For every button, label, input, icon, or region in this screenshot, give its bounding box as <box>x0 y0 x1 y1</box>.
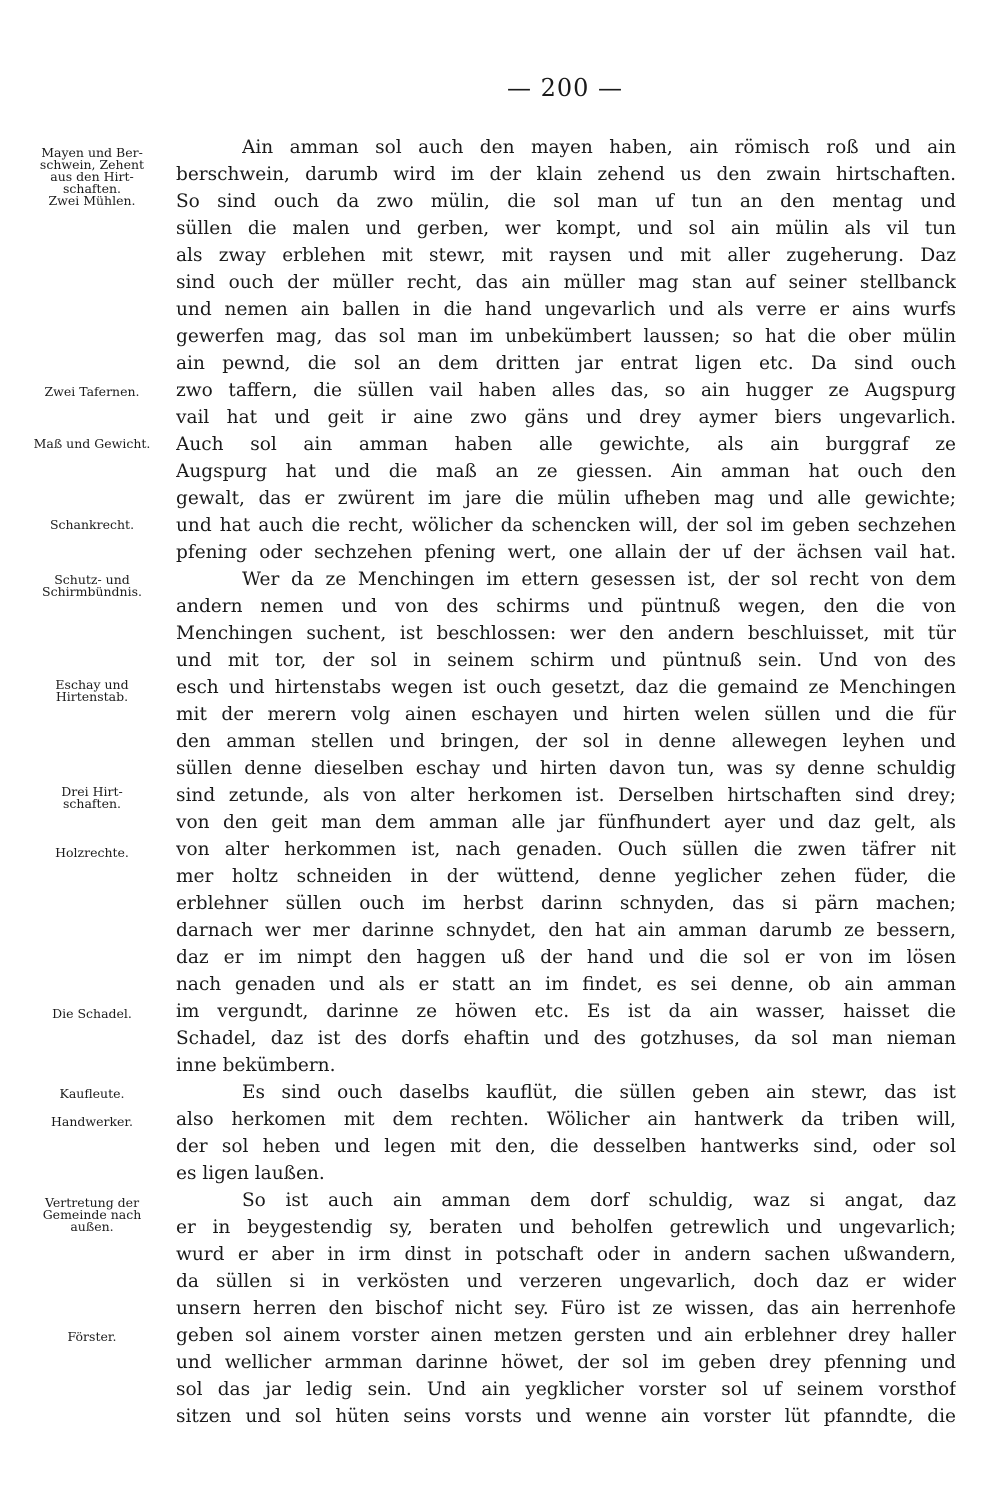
text-line: gewerfen mag, das sol man im unbekümbert laussen; so hat die ober mülin <box>176 326 956 347</box>
margin-note-hirtschaften: Drei Hirt- schaften. <box>61 784 123 811</box>
text-line: berschwein, darumb wird im der klain zehend us den zwain hirtschaften. <box>176 164 956 185</box>
text-line: sol das jar ledig sein. Und ain yegklicher vorster sol uf seinem vorsthof <box>176 1379 956 1400</box>
text-line: und wellicher armman darinne höwet, der sol im geben drey pfenning und <box>176 1352 956 1373</box>
text-line: und mit tor, der sol in seinem schirm und püntnuß sein. Und von des <box>176 650 956 671</box>
text-line: Schadel, daz ist des dorfs ehaftin und des gotzhuses, da sol man nieman <box>176 1028 956 1049</box>
text-line: wurd er aber in irm dinst in potschaft oder in andern sachen ußwandern, <box>176 1244 956 1265</box>
page-number: — 200 — <box>506 74 624 102</box>
text-line: pfening oder sechzehen pfening wert, one allain der uf der ächsen vail hat. <box>176 542 956 563</box>
text-line: süllen die malen und gerben, wer kompt, und sol ain mülin als vil tun <box>176 218 956 239</box>
text-line: gewalt, das er zwürent im jare die mülin ufheben mag und alle gewichte; <box>176 488 956 509</box>
text-line: vail hat und geit ir aine zwo gäns und drey aymer biers ungevarlich. <box>176 407 956 428</box>
margin-note-schank: Schankrecht. <box>49 517 135 532</box>
margin-note-mayen: Mayen und Ber- schwein, Zehent aus den Hirt- schaften. Zwei Mühlen. <box>39 145 145 208</box>
text-line: Menchingen suchent, ist beschlossen: wer den andern beschluisset, mit tür <box>176 623 956 644</box>
text-line: und hat auch die recht, wölicher da schencken will, der sol im geben sechzehen <box>176 515 956 536</box>
text-line: Wer da ze Menchingen im ettern gesessen ist, der sol recht von dem <box>242 569 956 590</box>
text-line: inne bekümbern. <box>176 1055 336 1076</box>
margin-note-kaufleute: Kaufleute. <box>59 1086 125 1101</box>
text-line: im vergundt, darinne ze höwen etc. Es ist da ain wasser, haisset die <box>176 1001 956 1022</box>
text-line: es ligen laußen. <box>176 1163 325 1184</box>
margin-note-mass: Maß und Gewicht. <box>33 436 151 451</box>
text-line: So ist auch ain amman dem dorf schuldig, waz si angat, daz <box>242 1190 956 1211</box>
margin-note-tafernen: Zwei Tafernen. <box>44 384 140 399</box>
text-line: süllen denne dieselben eschay und hirten davon tun, was sy denne schuldig <box>176 758 956 779</box>
text-line: So sind ouch da zwo mülin, die sol man uf tun an den mentag und <box>176 191 956 212</box>
text-line: geben sol ainem vorster ainen metzen gersten und ain erblehner drey haller <box>176 1325 956 1346</box>
text-line: er in beygestendig sy, beraten und beholfen getrewlich und ungevarlich; <box>176 1217 956 1238</box>
text-line: als zway erblehen mit stewr, mit raysen und mit aller zugeherung. Daz <box>176 245 956 266</box>
text-line: da süllen si in verkösten und verzeren ungevarlich, doch daz er wider <box>176 1271 956 1292</box>
text-line: sitzen und sol hüten seins vorsts und wenne ain vorster lüt pfanndte, die <box>176 1406 956 1427</box>
text-line: unsern herren den bischof nicht sey. Füro ist ze wissen, das ain herrenhofe <box>176 1298 956 1319</box>
text-line: sind zetunde, als von alter herkomen ist. Derselben hirtschaften sind drey; <box>176 785 956 806</box>
margin-note-schadel: Die Schadel. <box>52 1006 132 1021</box>
margin-note-vertretung: Vertretung der Gemeinde nach außen. <box>42 1195 142 1234</box>
margin-note-foerster: Förster. <box>67 1329 117 1344</box>
text-line: mer holtz schneiden in der wüttend, denne yeglicher zehen füder, die <box>176 866 956 887</box>
text-line: mit der merern volg ainen eschayen und hirten welen süllen und die für <box>176 704 956 725</box>
text-line: also herkomen mit dem rechten. Wölicher ain hantwerk da triben will, <box>176 1109 956 1130</box>
text-line: nach genaden und als er statt an im findet, es sei denne, ob ain amman <box>176 974 956 995</box>
margin-note-schutz: Schutz- und Schirmbündnis. <box>42 572 142 599</box>
text-line: von den geit man dem amman alle jar fünfhundert ayer und daz gelt, als <box>176 812 956 833</box>
text-line: daz er im nimpt den haggen uß der hand und die sol er von im lösen <box>176 947 956 968</box>
text-line: erblehner süllen ouch im herbst darinn schnyden, das si pärn machen; <box>176 893 956 914</box>
text-line: Auch sol ain amman haben alle gewichte, als ain burggraf ze <box>176 434 956 455</box>
text-line: Ain amman sol auch den mayen haben, ain römisch roß und ain <box>242 137 956 158</box>
text-line: darnach wer mer darinne schnydet, den hat ain amman darumb ze bessern, <box>176 920 956 941</box>
text-line: und nemen ain ballen in die hand ungevarlich und als verre er ains wurfs <box>176 299 956 320</box>
margin-note-handwerker: Handwerker. <box>50 1114 134 1129</box>
text-line: ain pewnd, die sol an dem dritten jar entrat ligen etc. Da sind ouch <box>176 353 956 374</box>
text-line: zwo taffern, die süllen vail haben alles das, so ain hugger ze Augspurg <box>176 380 956 401</box>
text-line: esch und hirtenstabs wegen ist ouch gesetzt, daz die gemaind ze Menchingen <box>176 677 956 698</box>
text-line: Es sind ouch daselbs kauflüt, die süllen geben ain stewr, das ist <box>242 1082 956 1103</box>
text-line: sind ouch der müller recht, das ain müller mag stan auf seiner stellbanck <box>176 272 956 293</box>
text-line: andern nemen und von des schirms und püntnuß wegen, den die von <box>176 596 956 617</box>
text-line: der sol heben und legen mit den, die desselben hantwerks sind, oder sol <box>176 1136 956 1157</box>
text-line: Augspurg hat und die maß an ze giessen. Ain amman hat ouch den <box>176 461 956 482</box>
text-line: den amman stellen und bringen, der sol in denne allewegen leyhen und <box>176 731 956 752</box>
margin-note-eschay: Eschay und Hirtenstab. <box>55 677 129 704</box>
margin-note-holz: Holzrechte. <box>55 845 129 860</box>
text-line: von alter herkommen ist, nach genaden. Ouch süllen die zwen täfrer nit <box>176 839 956 860</box>
